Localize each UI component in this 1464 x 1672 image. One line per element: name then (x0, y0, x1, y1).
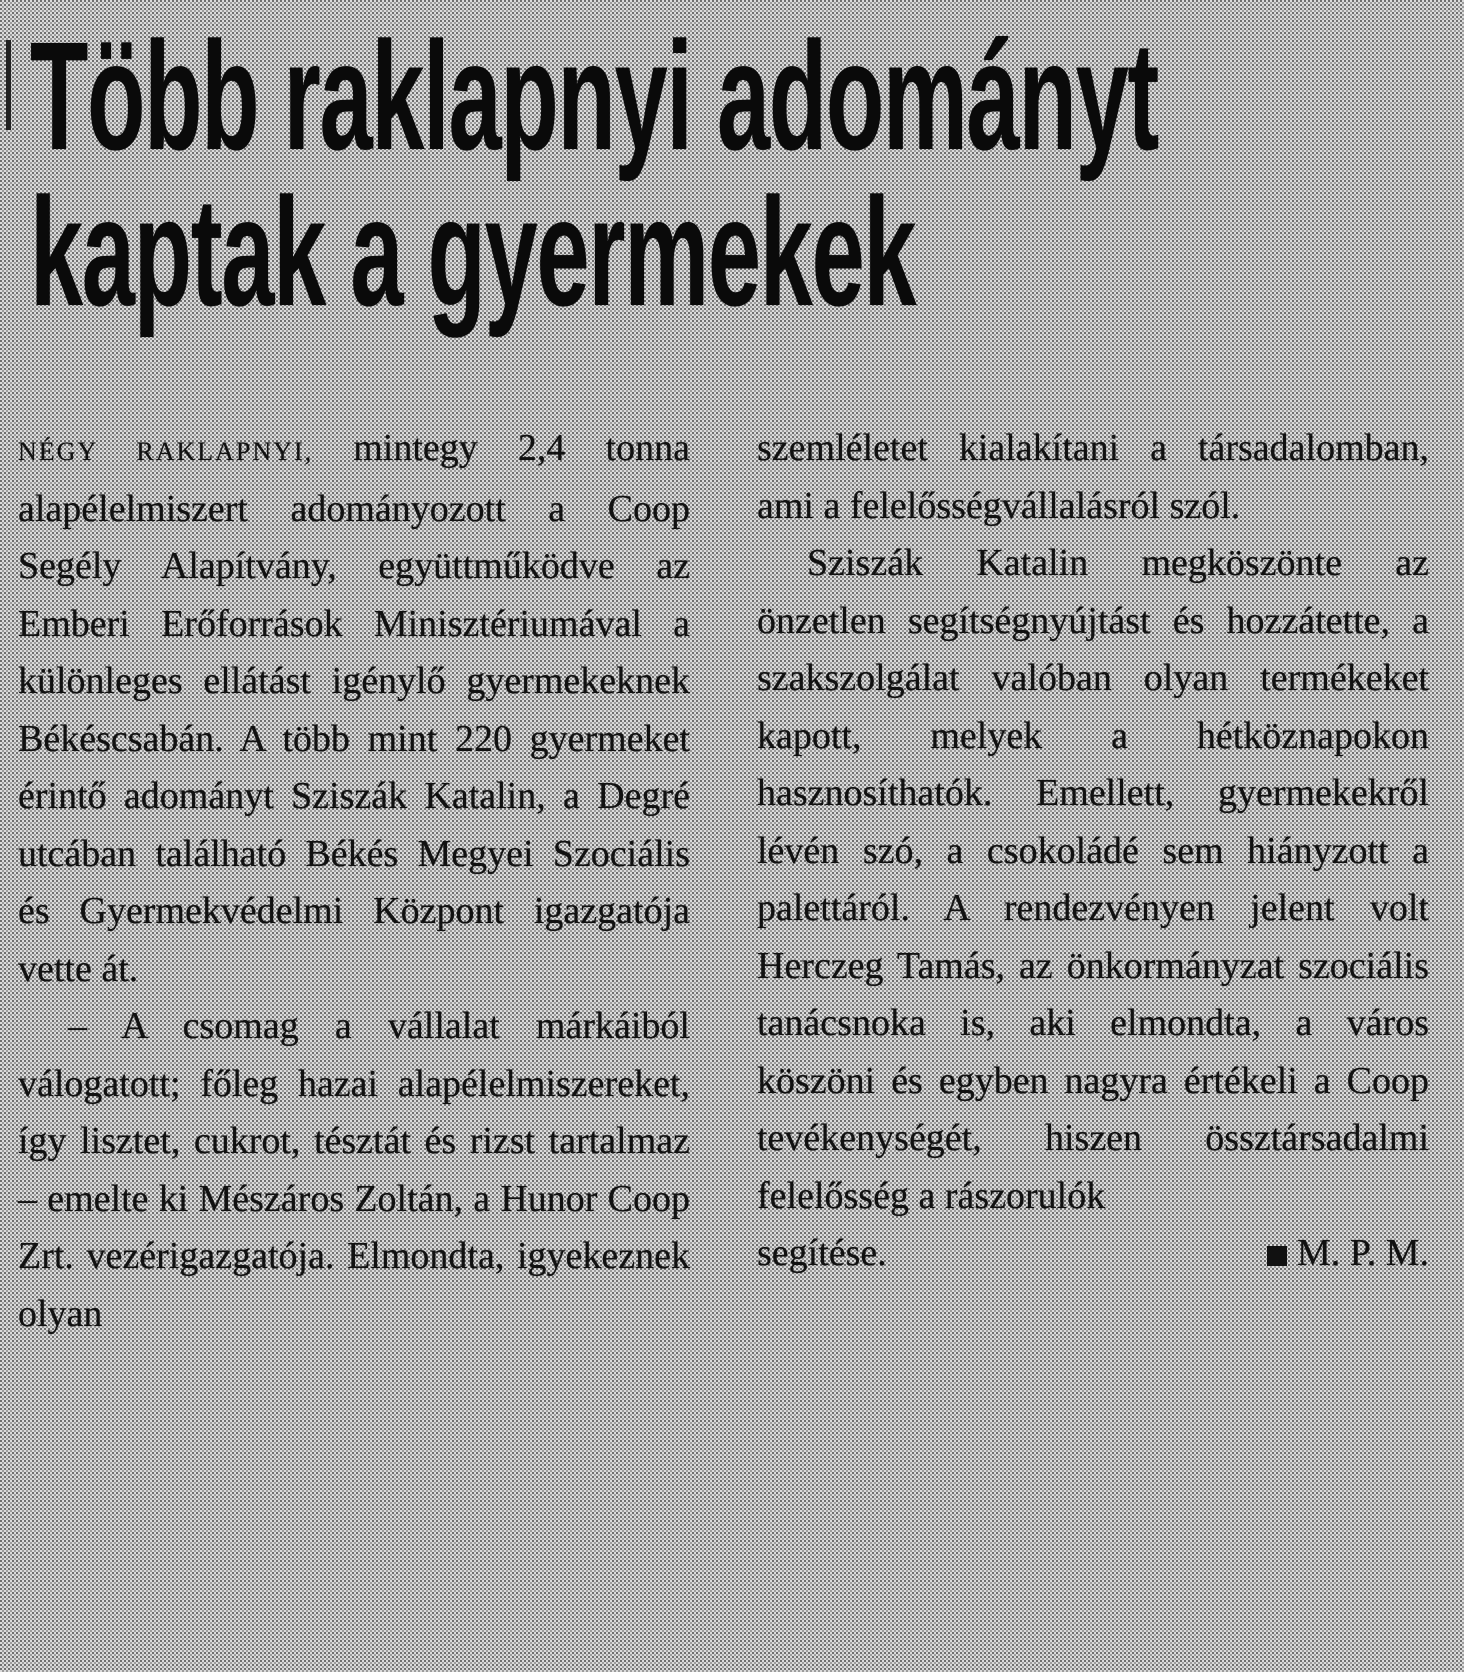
byline (1267, 1225, 1429, 1283)
article-paragraph-3: szemléletet kialakítani a társadalomban, ami a felelősségvállalásról szól. (757, 427, 1429, 527)
paragraph-4-end: segítése. (757, 1232, 887, 1274)
article-headline (30, 10, 1159, 338)
margin-rule (6, 40, 11, 130)
headline-line-2: kaptak a gyermekek (30, 166, 916, 338)
author-initials: M. P. M. (1297, 1232, 1429, 1274)
article-column-right (757, 420, 1429, 1283)
signature-line (757, 1225, 1429, 1283)
article-paragraph-2: – A csomag a vállalat márkáiból válogatott; főleg hazai alapélelmiszereket, így lisztet, cukrot, tésztát és rizst tartalmaz – emelte ki Mészáros Zoltán, a Hunor Coop Zrt. vezérigazgatója. Elmondta, igyekeznek olyan (18, 1005, 690, 1335)
paragraph-1-text: mintegy 2,4 tonna alapélelmiszert adományozott a Coop Segély Alapítvány, együttműködve az Emberi Erőforrások Minisztériumával a különleges ellátást igénylő gyermekeknek Békéscsabán. A több mint 220 gyermeket érintő adományt Sziszák Katalin, a Degré utcában található Békés Megyei Szociális és Gyermekvédelmi Központ igazgatója vette át. (18, 427, 690, 990)
article-column-left (18, 420, 690, 1343)
article-paragraph-4: Sziszák Katalin megköszönte az önzetlen segítségnyújtást és hozzátette, a szakszolgálat valóban olyan termékeket kapott, melyek a hétköznapokon hasznosíthatók. Emellett, gyermekekről lévén szó, a csokoládé sem hiányzott a palettáról. A rendezvényen jelent volt Herczeg Tamás, az önkormányzat szociális tanácsnoka is, aki elmondta, a város köszöni és egyben nagyra értékeli a Coop tevékenységét, hiszen össztársadalmi felelősség a rászorulók (757, 542, 1429, 1217)
headline-line-1: Több raklapnyi adományt (30, 10, 1159, 182)
end-square-icon (1267, 1246, 1287, 1266)
article-paragraph-1 (18, 420, 690, 998)
lead-caps: NÉGY RAKLAPNYI, (18, 437, 314, 466)
